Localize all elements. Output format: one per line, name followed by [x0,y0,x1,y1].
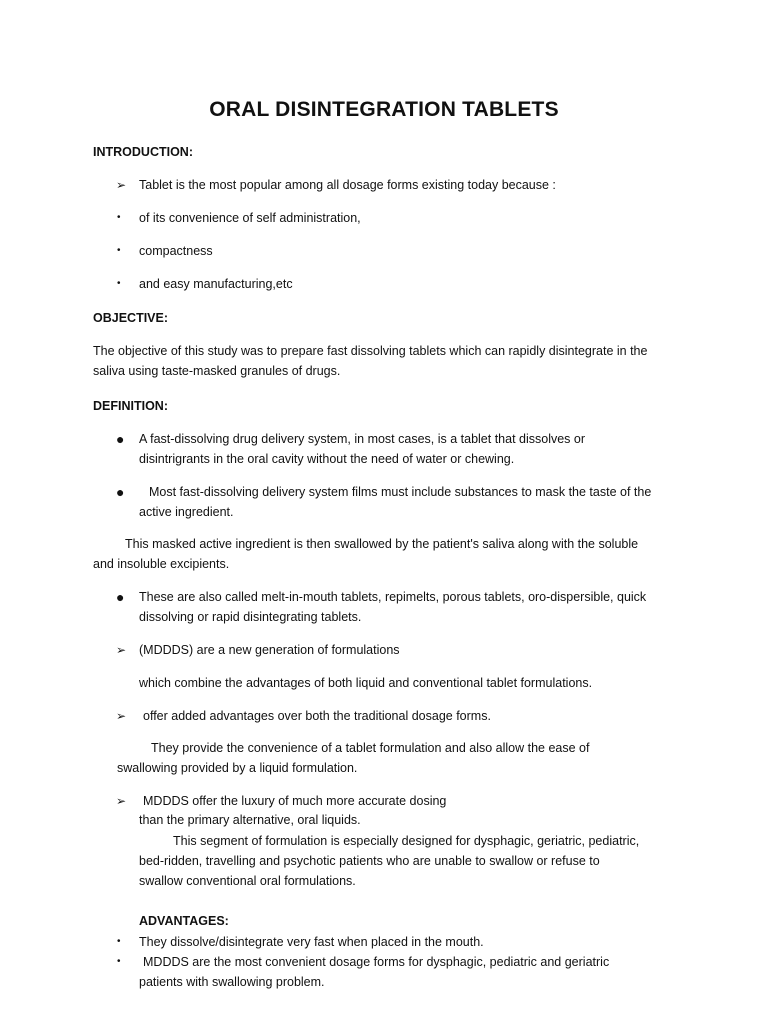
small-bullet-icon: • [117,936,121,947]
definition-text-line: They provide the convenience of a tablet formulation and also allow the ease of [151,741,590,755]
introduction-item: and easy manufacturing,etc [139,277,293,291]
definition-text-line: dissolving or rapid disintegrating tablets. [139,610,362,624]
arrow-bullet-icon: ➢ [116,794,127,808]
advantages-heading: ADVANTAGES: [139,914,229,928]
definition-heading: DEFINITION: [93,399,168,413]
definition-text-line: Most fast-dissolving delivery system films must include substances to mask the taste of the [149,485,652,499]
definition-text-line: MDDDS offer the luxury of much more accurate dosing [143,794,447,808]
definition-text-line: swallow conventional oral formulations. [139,874,356,888]
small-bullet-icon: • [117,278,121,289]
objective-heading: OBJECTIVE: [93,311,169,325]
definition-text-line: A fast-dissolving drug delivery system, in most cases, is a tablet that dissolves or [139,432,586,446]
definition-text-line: disintrigrants in the oral cavity without the need of water or chewing. [139,452,515,466]
definition-text-line: active ingredient. [139,505,234,519]
introduction-heading: INTRODUCTION: [93,145,193,159]
objective-text-line: The objective of this study was to prepare fast dissolving tablets which can rapidly disintegrate in the [93,344,648,358]
definition-text-line: This segment of formulation is especially designed for dysphagic, geriatric, pediatric, [173,834,640,848]
arrow-bullet-icon: ➢ [116,709,127,723]
definition-text-line: (MDDDS) are a new generation of formulations [139,643,400,657]
definition-text-line: and insoluble excipients. [93,557,230,571]
advantage-item: They dissolve/disintegrate very fast when placed in the mouth. [139,935,484,949]
small-bullet-icon: • [117,956,121,967]
introduction-item: of its convenience of self administration, [139,211,361,225]
advantage-item: MDDDS are the most convenient dosage forms for dysphagic, pediatric and geriatric [143,955,610,969]
introduction-item: compactness [139,244,213,258]
round-bullet-icon: ● [116,484,125,500]
round-bullet-icon: ● [116,589,125,605]
small-bullet-icon: • [117,212,121,223]
small-bullet-icon: • [117,245,121,256]
introduction-lead: Tablet is the most popular among all dosage forms existing today because : [139,178,556,192]
round-bullet-icon: ● [116,431,125,447]
advantage-item: patients with swallowing problem. [139,975,325,989]
definition-text-line: These are also called melt-in-mouth tablets, repimelts, porous tablets, oro-dispersible, quick [139,590,647,604]
document-title: ORAL DISINTEGRATION TABLETS [209,98,559,121]
arrow-bullet-icon: ➢ [116,643,127,657]
definition-text-line: swallowing provided by a liquid formulation. [117,761,358,775]
definition-text-line: offer added advantages over both the traditional dosage forms. [143,709,491,723]
objective-text-line: saliva using taste-masked granules of drugs. [93,364,341,378]
arrow-bullet-icon: ➢ [116,178,127,192]
definition-text-line: bed-ridden, travelling and psychotic patients who are unable to swallow or refuse to [139,854,600,868]
definition-text-line: This masked active ingredient is then swallowed by the patient's saliva along with the soluble [125,537,639,551]
definition-text-line: which combine the advantages of both liquid and conventional tablet formulations. [139,676,593,690]
definition-text-line: than the primary alternative, oral liquids. [139,813,361,827]
